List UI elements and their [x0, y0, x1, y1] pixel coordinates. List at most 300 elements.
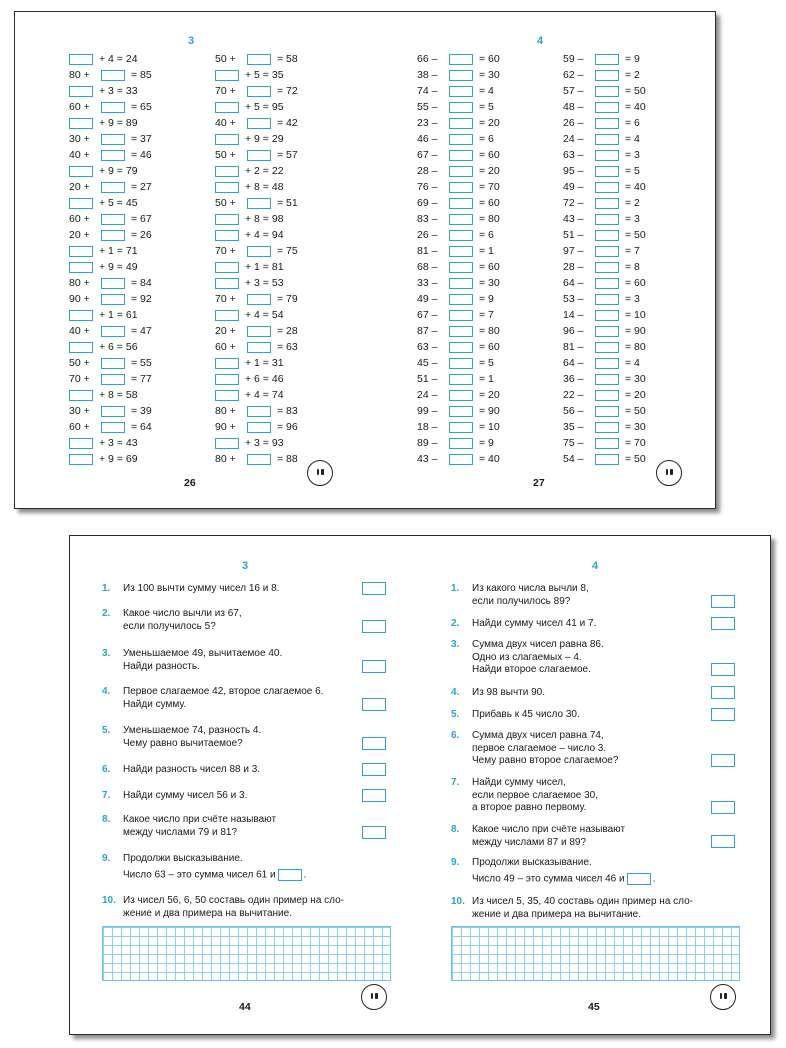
exercise-left-part: 36 – — [563, 373, 584, 385]
exercise-row — [417, 387, 500, 403]
exercise-right-part: = 85 — [131, 69, 152, 81]
exercise-left-part: 26 – — [417, 229, 438, 241]
answer-box[interactable] — [595, 246, 619, 257]
answer-box[interactable] — [595, 294, 619, 305]
answer-box[interactable] — [215, 390, 239, 401]
answer-box[interactable] — [595, 118, 619, 129]
answer-box[interactable] — [449, 70, 473, 81]
answer-box[interactable] — [69, 54, 93, 65]
exercise-row — [563, 147, 646, 163]
answer-box[interactable] — [595, 182, 619, 193]
answer-box[interactable] — [247, 54, 271, 65]
answer-box[interactable] — [627, 873, 651, 885]
answer-box[interactable] — [711, 663, 735, 676]
exercise-left-part: 60 + — [69, 213, 90, 225]
exercise-left-part: 28 – — [417, 165, 438, 177]
answer-box[interactable] — [215, 310, 239, 321]
answer-box[interactable] — [101, 294, 125, 305]
exercise-row — [215, 83, 298, 99]
exercise-row — [563, 211, 646, 227]
exercise-right-part: = 60 — [479, 197, 500, 209]
exercise-row — [69, 227, 152, 243]
exercise-left-part: 96 – — [563, 325, 584, 337]
smiley-icon — [307, 460, 333, 486]
exercise-left-part: 74 – — [417, 85, 438, 97]
exercise-right-part: = 4 — [625, 357, 640, 369]
exercise-row — [563, 51, 646, 67]
exercise-row — [417, 275, 500, 291]
exercise-right-part: + 3 = 53 — [245, 277, 284, 289]
exercise-right-part: + 4 = 54 — [245, 309, 284, 321]
exercise-left-part: 99 – — [417, 405, 438, 417]
exercise-left-part: 20 + — [69, 229, 90, 241]
answer-box[interactable] — [711, 595, 735, 608]
exercise-left-part: 48 – — [563, 101, 584, 113]
answer-box[interactable] — [595, 390, 619, 401]
exercise-row — [563, 131, 646, 147]
exercise-row — [417, 227, 500, 243]
exercise-right-part: = 70 — [479, 181, 500, 193]
answer-box[interactable] — [247, 294, 271, 305]
answer-box[interactable] — [449, 438, 473, 449]
answer-box[interactable] — [595, 358, 619, 369]
answer-box[interactable] — [595, 54, 619, 65]
exercise-row — [417, 243, 500, 259]
answer-box[interactable] — [449, 246, 473, 257]
exercise-left-part: 54 – — [563, 453, 584, 465]
answer-box[interactable] — [362, 789, 386, 802]
exercise-left-part: 50 + — [215, 53, 236, 65]
exercise-row — [69, 211, 152, 227]
answer-box[interactable] — [449, 102, 473, 113]
exercise-right-part: = 7 — [479, 309, 494, 321]
answer-box[interactable] — [711, 835, 735, 848]
answer-box[interactable] — [215, 102, 239, 113]
section-heading-4: 4 — [537, 35, 544, 47]
answer-box[interactable] — [101, 326, 125, 337]
exercise-right-part: + 3 = 93 — [245, 437, 284, 449]
exercise-right-part: = 3 — [625, 293, 640, 305]
answer-box[interactable] — [595, 150, 619, 161]
task-9-statement: Число 63 – это сумма чисел 61 и . — [123, 869, 307, 881]
answer-box[interactable] — [69, 166, 93, 177]
answer-box[interactable] — [215, 230, 239, 241]
answer-box[interactable] — [595, 454, 619, 465]
answer-box[interactable] — [215, 374, 239, 385]
exercise-right-part: = 64 — [131, 421, 152, 433]
exercise-right-part: = 96 — [277, 421, 298, 433]
exercise-right-part: = 9 — [479, 293, 494, 305]
exercise-row — [215, 51, 298, 67]
exercise-left-part: 76 – — [417, 181, 438, 193]
exercise-row — [563, 99, 646, 115]
exercise-row — [69, 275, 152, 291]
answer-box[interactable] — [449, 390, 473, 401]
exercise-right-part: + 8 = 98 — [245, 213, 284, 225]
exercise-row — [215, 179, 298, 195]
workbook-spread-1 — [14, 11, 716, 509]
answer-box[interactable] — [449, 454, 473, 465]
exercise-row — [563, 243, 646, 259]
answer-box[interactable] — [449, 118, 473, 129]
answer-box[interactable] — [449, 422, 473, 433]
exercise-right-part: + 6 = 56 — [99, 341, 138, 353]
exercise-row — [215, 243, 298, 259]
exercise-right-part: = 88 — [277, 453, 298, 465]
exercise-right-part: = 27 — [131, 181, 152, 193]
exercise-row — [69, 115, 152, 131]
answer-box[interactable] — [215, 278, 239, 289]
answer-box[interactable] — [247, 406, 271, 417]
answer-box[interactable] — [449, 310, 473, 321]
exercise-right-part: = 40 — [625, 181, 646, 193]
exercise-row — [417, 323, 500, 339]
exercise-left-part: 72 – — [563, 197, 584, 209]
exercise-row — [417, 419, 500, 435]
exercise-left-part: 60 + — [215, 341, 236, 353]
exercise-right-part: = 6 — [625, 117, 640, 129]
exercise-right-part: = 57 — [277, 149, 298, 161]
exercise-row — [563, 195, 646, 211]
exercise-row — [215, 451, 298, 467]
exercise-left-part: 18 – — [417, 421, 438, 433]
answer-box[interactable] — [362, 582, 386, 595]
exercise-right-part: + 1 = 71 — [99, 245, 138, 257]
answer-box[interactable] — [247, 86, 271, 97]
exercise-left-part: 22 – — [563, 389, 584, 401]
answer-box[interactable] — [449, 294, 473, 305]
exercise-right-part: + 9 = 49 — [99, 261, 138, 273]
exercise-right-part: = 90 — [625, 325, 646, 337]
smiley-icon — [656, 460, 682, 486]
answer-box[interactable] — [101, 374, 125, 385]
answer-box[interactable] — [449, 262, 473, 273]
exercise-row — [215, 403, 298, 419]
exercise-row — [215, 131, 298, 147]
answer-box[interactable] — [247, 198, 271, 209]
exercise-left-part: 90 + — [215, 421, 236, 433]
exercise-row — [69, 371, 152, 387]
exercise-right-part: = 5 — [625, 165, 640, 177]
writing-grid[interactable] — [451, 926, 740, 981]
exercise-right-part: = 20 — [479, 389, 500, 401]
answer-box[interactable] — [449, 358, 473, 369]
answer-box[interactable] — [101, 422, 125, 433]
answer-box[interactable] — [215, 214, 239, 225]
exercise-row — [563, 451, 646, 467]
answer-box[interactable] — [215, 358, 239, 369]
answer-box[interactable] — [247, 246, 271, 257]
exercise-row — [69, 355, 152, 371]
answer-box[interactable] — [595, 422, 619, 433]
exercise-right-part: = 80 — [479, 325, 500, 337]
answer-box[interactable] — [449, 54, 473, 65]
answer-box[interactable] — [449, 150, 473, 161]
exercise-row — [69, 259, 152, 275]
answer-box[interactable] — [101, 214, 125, 225]
exercise-right-part: = 77 — [131, 373, 152, 385]
answer-box[interactable] — [69, 342, 93, 353]
exercise-row — [69, 147, 152, 163]
answer-box[interactable] — [278, 869, 302, 881]
answer-box[interactable] — [69, 454, 93, 465]
exercise-left-part: 30 + — [69, 133, 90, 145]
answer-box[interactable] — [362, 737, 386, 750]
answer-box[interactable] — [595, 214, 619, 225]
exercise-row — [69, 243, 152, 259]
exercise-left-part: 51 – — [563, 229, 584, 241]
exercise-row — [215, 115, 298, 131]
answer-box[interactable] — [247, 454, 271, 465]
exercise-right-part: = 80 — [625, 341, 646, 353]
answer-box[interactable] — [215, 134, 239, 145]
exercise-left-part: 49 – — [417, 293, 438, 305]
exercise-row — [417, 435, 500, 451]
exercise-row — [563, 259, 646, 275]
answer-box[interactable] — [595, 198, 619, 209]
answer-box[interactable] — [595, 86, 619, 97]
answer-box[interactable] — [101, 230, 125, 241]
answer-box[interactable] — [595, 262, 619, 273]
exercise-right-part: = 60 — [479, 149, 500, 161]
exercise-right-part: + 5 = 95 — [245, 101, 284, 113]
answer-box[interactable] — [101, 102, 125, 113]
writing-grid[interactable] — [102, 926, 391, 981]
exercise-right-part: = 1 — [479, 373, 494, 385]
answer-box[interactable] — [595, 166, 619, 177]
answer-box[interactable] — [595, 70, 619, 81]
answer-box[interactable] — [215, 438, 239, 449]
exercise-left-part: 70 + — [215, 245, 236, 257]
exercise-left-part: 50 + — [215, 197, 236, 209]
exercise-row — [563, 371, 646, 387]
answer-box[interactable] — [449, 230, 473, 241]
exercise-row — [417, 355, 500, 371]
answer-box[interactable] — [69, 118, 93, 129]
exercise-right-part: = 47 — [131, 325, 152, 337]
exercise-row — [563, 307, 646, 323]
answer-box[interactable] — [247, 150, 271, 161]
exercise-left-part: 83 – — [417, 213, 438, 225]
exercise-left-part: 64 – — [563, 277, 584, 289]
exercise-left-part: 59 – — [563, 53, 584, 65]
exercise-row — [69, 387, 152, 403]
exercise-right-part: = 40 — [479, 453, 500, 465]
answer-box[interactable] — [215, 70, 239, 81]
exercise-left-part: 53 – — [563, 293, 584, 305]
answer-box[interactable] — [69, 310, 93, 321]
exercise-row — [215, 323, 298, 339]
exercise-right-part: = 6 — [479, 229, 494, 241]
answer-box[interactable] — [247, 326, 271, 337]
exercise-right-part: = 55 — [131, 357, 152, 369]
exercise-left-part: 28 – — [563, 261, 584, 273]
exercise-right-part: = 60 — [479, 53, 500, 65]
exercise-row — [69, 131, 152, 147]
exercise-row — [215, 339, 298, 355]
exercise-left-part: 64 – — [563, 357, 584, 369]
exercise-left-part: 20 + — [69, 181, 90, 193]
answer-box[interactable] — [69, 438, 93, 449]
exercise-right-part: = 20 — [479, 117, 500, 129]
answer-box[interactable] — [101, 150, 125, 161]
exercise-right-part: = 6 — [479, 133, 494, 145]
exercise-row — [563, 339, 646, 355]
exercise-row — [215, 67, 298, 83]
exercise-row — [69, 51, 152, 67]
answer-box[interactable] — [711, 686, 735, 699]
answer-box[interactable] — [595, 230, 619, 241]
exercise-row — [563, 227, 646, 243]
exercise-left-part: 57 – — [563, 85, 584, 97]
exercise-right-part: = 2 — [625, 69, 640, 81]
exercise-left-part: 67 – — [417, 149, 438, 161]
section-heading-3: 3 — [188, 35, 195, 47]
answer-box[interactable] — [449, 406, 473, 417]
exercise-row — [69, 435, 152, 451]
answer-box[interactable] — [595, 102, 619, 113]
exercise-right-part: + 3 = 33 — [99, 85, 138, 97]
exercise-row — [563, 67, 646, 83]
exercise-right-part: = 51 — [277, 197, 298, 209]
answer-box[interactable] — [101, 70, 125, 81]
answer-box[interactable] — [362, 826, 386, 839]
exercise-right-part: = 67 — [131, 213, 152, 225]
page-number: 26 — [184, 477, 196, 489]
answer-box[interactable] — [69, 86, 93, 97]
answer-box[interactable] — [215, 182, 239, 193]
section-heading-3: 3 — [242, 560, 249, 572]
answer-box[interactable] — [595, 278, 619, 289]
exercise-row — [215, 163, 298, 179]
answer-box[interactable] — [215, 262, 239, 273]
exercise-row — [563, 179, 646, 195]
answer-box[interactable] — [449, 86, 473, 97]
exercise-left-part: 23 – — [417, 117, 438, 129]
answer-box[interactable] — [215, 166, 239, 177]
exercise-left-part: 60 + — [69, 101, 90, 113]
exercise-left-part: 89 – — [417, 437, 438, 449]
exercise-row — [417, 131, 500, 147]
answer-box[interactable] — [101, 182, 125, 193]
answer-box[interactable] — [449, 374, 473, 385]
answer-box[interactable] — [711, 754, 735, 767]
answer-box[interactable] — [449, 214, 473, 225]
exercise-row — [563, 355, 646, 371]
answer-box[interactable] — [595, 438, 619, 449]
answer-box[interactable] — [69, 246, 93, 257]
exercise-row — [417, 291, 500, 307]
answer-box[interactable] — [101, 406, 125, 417]
answer-box[interactable] — [247, 118, 271, 129]
answer-box[interactable] — [449, 182, 473, 193]
answer-box[interactable] — [362, 698, 386, 711]
exercise-left-part: 63 – — [563, 149, 584, 161]
answer-box[interactable] — [595, 310, 619, 321]
answer-box[interactable] — [449, 278, 473, 289]
answer-box[interactable] — [247, 422, 271, 433]
exercise-left-part: 14 – — [563, 309, 584, 321]
exercise-row — [417, 195, 500, 211]
answer-box[interactable] — [595, 406, 619, 417]
exercise-row — [417, 371, 500, 387]
exercise-right-part: + 1 = 81 — [245, 261, 284, 273]
exercise-left-part: 62 – — [563, 69, 584, 81]
exercise-right-part: = 79 — [277, 293, 298, 305]
answer-box[interactable] — [247, 342, 271, 353]
exercise-left-part: 87 – — [417, 325, 438, 337]
exercise-left-part: 66 – — [417, 53, 438, 65]
exercise-left-part: 30 + — [69, 405, 90, 417]
answer-box[interactable] — [595, 134, 619, 145]
answer-box[interactable] — [449, 166, 473, 177]
exercise-row — [215, 419, 298, 435]
answer-box[interactable] — [711, 617, 735, 630]
answer-box[interactable] — [595, 326, 619, 337]
exercise-right-part: = 83 — [277, 405, 298, 417]
exercise-row — [417, 339, 500, 355]
exercise-row — [69, 83, 152, 99]
answer-box[interactable] — [362, 620, 386, 633]
page-number: 27 — [533, 477, 545, 489]
exercise-right-part: + 3 = 43 — [99, 437, 138, 449]
exercise-row — [417, 99, 500, 115]
exercise-right-part: = 30 — [625, 421, 646, 433]
answer-box[interactable] — [449, 198, 473, 209]
answer-box[interactable] — [711, 801, 735, 814]
answer-box[interactable] — [362, 763, 386, 776]
exercise-left-part: 20 + — [215, 325, 236, 337]
exercise-right-part: = 72 — [277, 85, 298, 97]
exercise-left-part: 97 – — [563, 245, 584, 257]
exercise-row — [563, 83, 646, 99]
answer-box[interactable] — [101, 278, 125, 289]
exercise-left-part: 24 – — [563, 133, 584, 145]
answer-box[interactable] — [595, 374, 619, 385]
addition-column-1 — [69, 51, 152, 467]
exercise-right-part: + 9 = 29 — [245, 133, 284, 145]
answer-box[interactable] — [69, 390, 93, 401]
answer-box[interactable] — [449, 134, 473, 145]
exercise-row — [563, 387, 646, 403]
subtraction-column-1 — [417, 51, 500, 467]
answer-box[interactable] — [595, 342, 619, 353]
answer-box[interactable] — [449, 342, 473, 353]
exercise-row — [215, 195, 298, 211]
answer-box[interactable] — [69, 198, 93, 209]
exercise-right-part: = 5 — [479, 357, 494, 369]
answer-box[interactable] — [362, 660, 386, 673]
task-9-statement: Число 49 – это сумма чисел 46 и . — [472, 873, 656, 885]
exercise-right-part: = 60 — [479, 341, 500, 353]
exercise-row — [69, 307, 152, 323]
exercise-row — [69, 419, 152, 435]
answer-box[interactable] — [101, 358, 125, 369]
exercise-left-part: 40 + — [69, 149, 90, 161]
exercise-right-part: = 4 — [625, 133, 640, 145]
exercise-left-part: 67 – — [417, 309, 438, 321]
exercise-left-part: 35 – — [563, 421, 584, 433]
answer-box[interactable] — [69, 262, 93, 273]
exercise-row — [69, 291, 152, 307]
exercise-row — [417, 259, 500, 275]
answer-box[interactable] — [101, 134, 125, 145]
exercise-right-part: = 46 — [131, 149, 152, 161]
exercise-row — [215, 307, 298, 323]
answer-box[interactable] — [449, 326, 473, 337]
answer-box[interactable] — [711, 708, 735, 721]
exercise-row — [69, 67, 152, 83]
